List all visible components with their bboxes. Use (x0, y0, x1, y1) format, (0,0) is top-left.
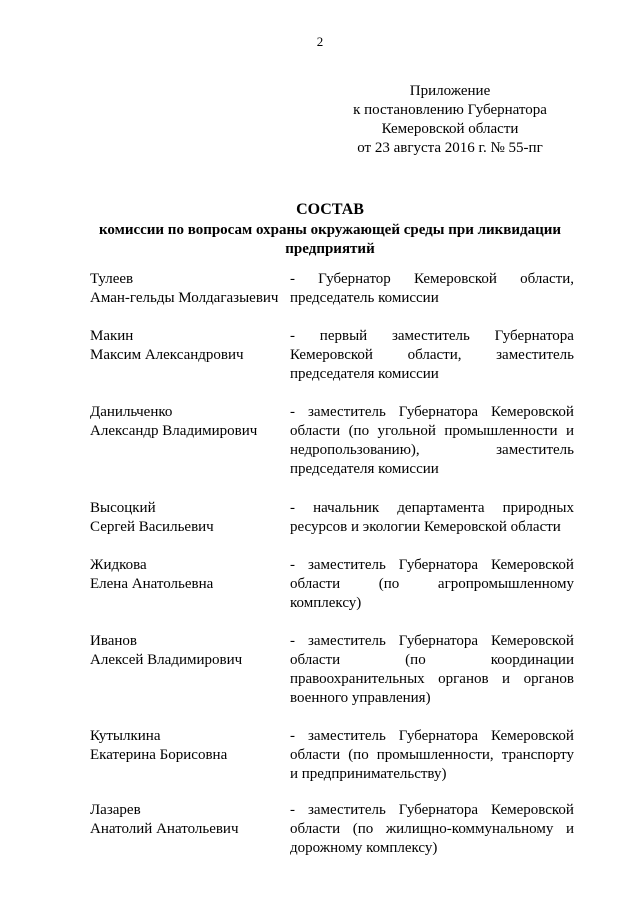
word: Губернатора (494, 328, 574, 344)
word: Губернатора (398, 557, 479, 573)
member-name (90, 556, 290, 613)
word: - (290, 271, 295, 287)
word: (по (378, 576, 400, 592)
document-title-block (80, 200, 580, 259)
member-role-line (290, 746, 574, 765)
word: (по (352, 821, 374, 837)
word: заместитель (307, 404, 386, 420)
member-role-line (290, 270, 574, 289)
word: и (565, 423, 574, 439)
subtitle-line: предприятий (285, 241, 375, 257)
member-given: Максим Александрович (90, 347, 244, 363)
member-role (290, 727, 574, 784)
word: области, (407, 347, 462, 363)
members-list (90, 270, 574, 858)
word: (по (348, 423, 370, 439)
word: транспорту (501, 747, 574, 763)
word: Кемеровской (491, 802, 574, 818)
member-role-line (290, 820, 574, 839)
word: Губернатора (398, 802, 479, 818)
word: области (290, 747, 341, 763)
word: заместитель (496, 347, 574, 363)
word: - (290, 633, 295, 649)
member-entry (90, 556, 574, 613)
member-name (90, 801, 290, 858)
word: координации (490, 652, 574, 668)
member-role (290, 327, 574, 384)
member-surname: Кутылкина (90, 728, 161, 744)
word: промышленности, (376, 747, 494, 763)
word: департамента (397, 500, 485, 516)
member-name (90, 403, 290, 479)
word: области, (520, 271, 574, 287)
word: (по (405, 652, 426, 668)
member-surname: Иванов (90, 633, 137, 649)
member-given: Сергей Васильевич (90, 519, 214, 535)
member-name (90, 632, 290, 708)
word: заместитель (307, 633, 386, 649)
member-role-line (290, 556, 574, 575)
word: - (290, 328, 295, 344)
word: - (290, 728, 295, 744)
document-title: СОСТАВ (296, 201, 364, 218)
member-role-line (290, 727, 574, 746)
member-surname: Тулеев (90, 271, 134, 287)
word: начальник (313, 500, 380, 516)
member-role-line (290, 651, 574, 670)
word: заместитель (307, 557, 386, 573)
member-role-line (290, 422, 574, 441)
member-role-line: дорожному комплексу) (290, 840, 438, 856)
member-role-line (290, 575, 574, 594)
member-name (90, 270, 290, 308)
word: - (290, 500, 295, 516)
word: Губернатора (398, 404, 479, 420)
member-given: Екатерина Борисовна (90, 747, 228, 763)
member-surname: Данильченко (90, 404, 173, 420)
word: и (565, 821, 574, 837)
word: органов (438, 671, 489, 687)
member-role-line: и предпринимательству) (290, 766, 447, 782)
member-role-line: председателя комиссии (290, 461, 439, 477)
member-entry (90, 499, 574, 537)
member-given: Аман-гельды Молдагазыевич (90, 290, 279, 306)
word: первый (319, 328, 368, 344)
member-entry (90, 403, 574, 479)
word: области (290, 652, 341, 668)
member-role-line (290, 632, 574, 651)
member-role-line: комплексу) (290, 595, 362, 611)
member-role-line (290, 441, 574, 460)
word: области (290, 821, 341, 837)
member-role-line: председатель комиссии (290, 290, 439, 306)
member-role (290, 270, 574, 308)
member-role-line: военного управления) (290, 690, 431, 706)
member-surname: Макин (90, 328, 134, 344)
member-role (290, 499, 574, 537)
member-surname: Лазарев (90, 802, 141, 818)
word: заместитель (391, 328, 470, 344)
word: Губернатора (398, 728, 479, 744)
member-surname: Высоцкий (90, 500, 156, 516)
page-number: 2 (316, 34, 324, 49)
member-role (290, 403, 574, 479)
member-entry (90, 632, 574, 708)
member-role (290, 632, 574, 708)
word: угольной (377, 423, 436, 439)
member-entry (90, 270, 574, 308)
subtitle-line: комиссии по вопросам охраны окружающей среды при ликвидации (98, 222, 562, 238)
appendix-line: Приложение (409, 83, 491, 99)
word: - (290, 557, 295, 573)
member-role-line: ресурсов и экологии Кемеровской области (290, 519, 561, 535)
word: заместитель (307, 728, 386, 744)
appendix-line: Кемеровской области (381, 121, 519, 137)
word: недропользованию), (290, 442, 420, 458)
word: Губернатор (318, 271, 391, 287)
member-entry (90, 801, 574, 858)
appendix-header (330, 82, 570, 158)
word: Кемеровской (491, 557, 574, 573)
word: промышленности (444, 423, 558, 439)
member-role-line (290, 499, 574, 518)
member-role-line (290, 801, 574, 820)
word: Губернатора (398, 633, 479, 649)
word: жилищно-коммунальному (385, 821, 554, 837)
member-role-line (290, 403, 574, 422)
word: агропромышленному (437, 576, 574, 592)
member-given: Александр Владимирович (90, 423, 258, 439)
appendix-line: к постановлению Губернатора (353, 102, 547, 118)
word: Кемеровской (491, 728, 574, 744)
word: правоохранительных (290, 671, 425, 687)
member-entry (90, 727, 574, 784)
word: области (290, 423, 341, 439)
member-surname: Жидкова (90, 557, 147, 573)
member-given: Алексей Владимирович (90, 652, 243, 668)
word: заместитель (496, 442, 574, 458)
member-entry (90, 327, 574, 384)
member-role-line (290, 670, 574, 689)
member-name (90, 727, 290, 784)
word: - (290, 802, 295, 818)
member-given: Елена Анатольевна (90, 576, 214, 592)
word: органов (523, 671, 574, 687)
word: заместитель (307, 802, 386, 818)
word: и (502, 671, 511, 687)
member-given: Анатолий Анатольевич (90, 821, 239, 837)
member-role (290, 556, 574, 613)
word: области (290, 576, 341, 592)
word: Кемеровской (290, 347, 373, 363)
member-role-line (290, 327, 574, 346)
word: (по (348, 747, 369, 763)
member-role-line (290, 346, 574, 365)
member-name (90, 327, 290, 384)
word: - (290, 404, 295, 420)
appendix-line: от 23 августа 2016 г. № 55-пг (357, 140, 543, 156)
word: Кемеровской (491, 633, 574, 649)
member-role (290, 801, 574, 858)
word: Кемеровской (413, 271, 497, 287)
document-subtitle (80, 221, 580, 259)
word: природных (502, 500, 574, 516)
member-name (90, 499, 290, 537)
member-role-line: председателя комиссии (290, 366, 439, 382)
word: Кемеровской (491, 404, 574, 420)
